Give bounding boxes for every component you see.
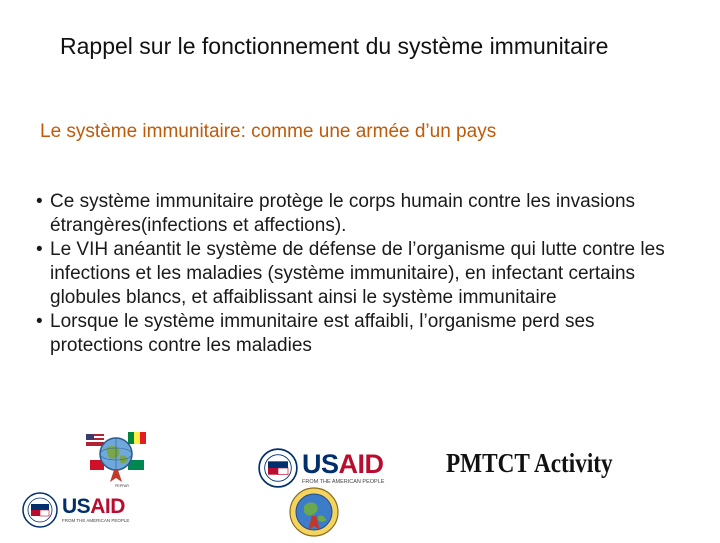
usaid-aid-text: AID xyxy=(338,448,384,479)
bullet-dot: • xyxy=(36,239,43,260)
bullet-item xyxy=(30,238,690,310)
pepfar-label: PEPFAR xyxy=(115,484,129,488)
bullet-dot: • xyxy=(36,311,43,332)
usaid-seal-icon xyxy=(22,492,58,528)
usaid-aid-text: AID xyxy=(90,495,125,519)
pmtct-activity-label: PMTCT Activity xyxy=(446,448,613,478)
usaid-us-text: US xyxy=(62,495,91,519)
usaid-logo-middle xyxy=(258,446,394,490)
bullet-text: Le VIH anéantit le système de défense de l’organisme qui lutte contre les infections et les maladies (système immunitaire), en infectant certains globules blancs, et affaiblissant ainsi le système immunitaire xyxy=(50,239,665,308)
bullet-item xyxy=(30,190,690,238)
usaid-us-text: US xyxy=(302,448,339,479)
bullet-list xyxy=(30,190,690,358)
bullet-dot: • xyxy=(36,191,43,212)
slide-subtitle: Le système immunitaire: comme une armée d’un pays xyxy=(40,121,497,142)
globe-ribbon-seal-icon xyxy=(288,486,340,538)
slide-title: Rappel sur le fonctionnement du système immunitaire xyxy=(60,33,609,59)
usaid-tagline: FROM THE AMERICAN PEOPLE xyxy=(302,478,385,485)
usaid-seal-icon xyxy=(258,448,298,488)
bullet-text: Lorsque le système immunitaire est affaibli, l’organisme perd ses protections contre les maladies xyxy=(50,311,595,356)
usaid-tagline: FROM THE AMERICAN PEOPLE xyxy=(62,518,130,524)
globe-flags-seal-icon xyxy=(84,426,148,490)
bullet-text: Ce système immunitaire protège le corps humain contre les invasions étrangères(infections et affections). xyxy=(50,191,636,236)
usaid-logo-left xyxy=(22,490,142,530)
bullet-item xyxy=(30,310,690,358)
